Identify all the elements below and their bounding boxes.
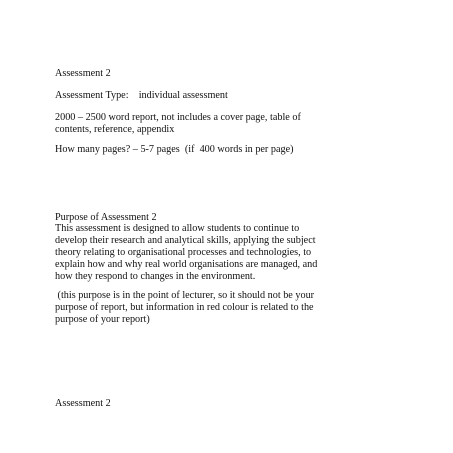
assessment-type-line: Assessment Type: individual assessment	[55, 90, 228, 101]
purpose-body-line-1: This assessment is designed to allow students to continue to	[55, 223, 300, 234]
note-line-2: purpose of report, but information in red colour is related to the	[55, 302, 314, 313]
purpose-body-line-3: theory relating to organisational processes and technologies, to	[55, 247, 312, 258]
purpose-body-line-4: explain how and why real world organisations are managed, and	[55, 259, 318, 270]
assessment-heading-repeat: Assessment 2	[55, 398, 111, 409]
purpose-body-line-2: develop their research and analytical skills, applying the subject	[55, 235, 316, 246]
note-line-1: (this purpose is in the point of lecturer, so it should not be your	[55, 290, 315, 301]
pages-line: How many pages? – 5-7 pages (if 400 words in per page)	[55, 144, 294, 155]
word-report-line-1: 2000 – 2500 word report, not includes a cover page, table of	[55, 112, 301, 123]
note-line-3: purpose of your report)	[55, 314, 150, 325]
assessment-heading: Assessment 2	[55, 68, 111, 79]
word-report-line-2: contents, reference, appendix	[55, 124, 175, 135]
purpose-body-line-5: how they respond to changes in the environment.	[55, 271, 256, 282]
purpose-heading: Purpose of Assessment 2	[55, 212, 157, 223]
